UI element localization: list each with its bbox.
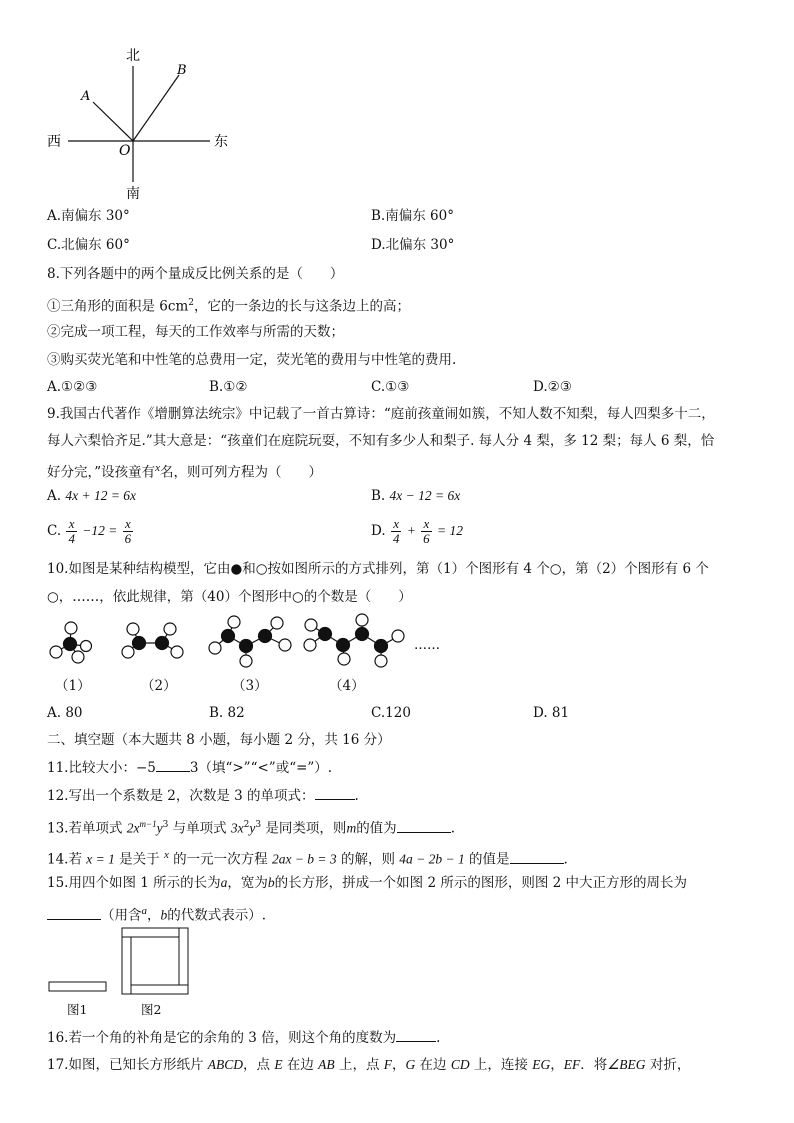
option-text: 北偏东 30°	[385, 237, 455, 253]
q14	[47, 846, 568, 869]
figure-label-1: （1）	[55, 678, 91, 694]
north-label: 北	[126, 48, 140, 64]
q10-option-b[interactable]: B. 82	[209, 705, 245, 721]
fraction-x-over-4: $\frac{x}{4}$	[68, 516, 75, 546]
q10-molecule-figures	[44, 612, 464, 672]
q9-variable: x	[155, 462, 161, 474]
q8-option-b[interactable]: B.①②	[209, 379, 248, 395]
option-letter: B.	[371, 488, 386, 504]
q15-line-2-end: 的代数式表示）.	[167, 907, 267, 924]
option-text: 南偏东 60°	[385, 208, 454, 224]
monomial-1-y-exponent: 3	[162, 820, 169, 830]
q14-text: 14.若	[47, 851, 87, 868]
option-equation-plus: +	[406, 523, 416, 538]
q12-text: 12.写出一个系数是 2，次数是 3 的单项式：	[47, 788, 315, 804]
q17-t8: ．将	[580, 1057, 608, 1073]
q16	[47, 1028, 440, 1047]
figure-label-2: （2）	[141, 678, 177, 694]
monomial-2-exponent: 2	[243, 820, 250, 830]
q10-line-2: ○，……，依此规律，第（40）个图形中○的个数是（ ）	[47, 589, 412, 605]
q17-t5: 在边	[415, 1057, 451, 1073]
figure-ellipsis: ……	[414, 638, 440, 653]
q9-line-2: 每人六梨恰齐足.”其大意是：“孩童们在庭院玩耍，不知有多少人和梨子. 每人分 4 梨，多 12 梨；每人 6 梨，恰	[47, 433, 715, 449]
q13-post: 是同类项，则	[261, 820, 347, 837]
q15-line-2-text: （用含	[101, 907, 142, 924]
east-label: 东	[214, 134, 228, 150]
q8-item-1-text: ①三角形的面积是 6cm	[47, 298, 189, 315]
south-label: 南	[126, 186, 140, 202]
q8-item-1-tail: ，它的一条边的长与这条边上的高；	[193, 298, 410, 315]
q8-option-d[interactable]: D.②③	[533, 379, 572, 395]
option-letter: A.	[47, 488, 62, 504]
q17-t6: 上，连接	[469, 1057, 533, 1073]
q12-answer-blank[interactable]	[315, 786, 355, 800]
q12	[47, 786, 359, 805]
q17-eg: EG	[532, 1057, 551, 1072]
option-letter: B.	[371, 208, 386, 224]
q13-variable: m	[346, 820, 357, 836]
monomial-1-y: y	[156, 820, 163, 836]
figure-1	[50, 622, 92, 663]
q16-text: 16.若一个角的补角是它的余角的 3 倍，则这个角的度数为	[47, 1030, 397, 1046]
fraction-x-over-4: $\frac{x}{4}$	[392, 516, 400, 546]
option-equation: 4x + 12 = 6x	[65, 488, 137, 503]
q13-end: .	[450, 820, 455, 837]
q17-t4: ，	[392, 1057, 406, 1073]
q17	[47, 1056, 690, 1074]
q15-var-a: a	[220, 875, 228, 890]
option-text: 南偏东 30°	[61, 208, 130, 224]
q11	[47, 758, 332, 777]
q14-equation-2: 2ax − b = 3	[271, 851, 337, 867]
point-b-label: B	[177, 63, 187, 78]
q17-text: 17.如图，已知长方形纸片	[47, 1057, 208, 1073]
q14-answer-blank[interactable]	[510, 850, 564, 864]
q15-text-tail: 的长方形，拼成一个如图 2 所示的图形，则图 2 中大正方形的周长为	[274, 875, 687, 891]
q8-item-1-exponent: 2	[188, 298, 194, 308]
q13-post-2: 的值为	[356, 820, 397, 837]
q8-stem: 8.下列各题中的两个量成反比例关系的是（ ）	[47, 266, 344, 282]
q10-line-1: 10.如图是某种结构模型，它由●和○按如图所示的方式排列，第（1）个图形有 4 个○，第（2）个图形有 6 个	[47, 561, 709, 577]
q8-option-a[interactable]: A.①②③	[47, 379, 98, 395]
q14-mid-1: 是关于	[114, 851, 164, 868]
q17-angle-beg: ∠BEG	[607, 1057, 646, 1072]
fraction-x-over-6: $\frac{x}{6}$	[124, 516, 132, 546]
monomial-2-y-exponent: 3	[255, 820, 262, 830]
figure-label-4: （4）	[329, 678, 365, 694]
figure-2-square	[122, 928, 188, 994]
q8-item-1	[47, 294, 410, 316]
figure-2-caption: 图2	[141, 1002, 162, 1017]
q15-sep: ，	[147, 907, 161, 924]
q17-t3: 上，点	[334, 1057, 384, 1073]
q15-line-1	[47, 874, 687, 892]
q7-option-b[interactable]	[371, 207, 454, 225]
q9-line-3-tail: 名，则可列方程为（ ）	[160, 464, 323, 481]
option-equation-end: = 12	[436, 523, 463, 538]
q11-text: 11.比较大小：−5	[47, 760, 156, 776]
figure-3	[209, 616, 291, 667]
monomial-1: 2x	[126, 820, 140, 836]
figure-2	[122, 623, 183, 658]
fraction-x-over-6: $\frac{x}{6}$	[423, 516, 430, 546]
q17-e: E	[274, 1057, 283, 1072]
q9-option-d[interactable]	[371, 514, 463, 548]
monomial-2: 3x	[230, 820, 244, 836]
q13-text: 13.若单项式	[47, 820, 127, 837]
q14-end: .	[563, 851, 568, 868]
q9-line-3	[47, 459, 322, 482]
option-letter: D.	[371, 523, 386, 539]
q9-option-a[interactable]	[47, 487, 136, 505]
q8-item-2: ②完成一项工程，每天的工作效率与所需的天数；	[47, 324, 344, 340]
q17-t9: 对折，	[645, 1057, 691, 1073]
q11-answer-blank[interactable]	[156, 758, 190, 772]
q17-t2: 在边	[282, 1057, 319, 1073]
q7-option-a[interactable]	[47, 207, 130, 225]
option-letter: A.	[47, 208, 62, 224]
q15-text-mid: ，宽为	[227, 875, 268, 891]
option-letter: D.	[371, 237, 386, 253]
monomial-2-y: y	[249, 820, 256, 836]
q14-mid-2: 的一元一次方程	[168, 851, 272, 868]
q9-line-1: 9.我国古代著作《增删算法统宗》中记载了一首古算诗：“庭前孩童闹如簇，不知人数不知梨，每人四梨多十二，	[47, 406, 715, 422]
q14-variable: x	[163, 849, 169, 861]
q17-ab: AB	[318, 1057, 335, 1072]
q9-option-b[interactable]	[371, 487, 460, 505]
figure-label-3: （3）	[232, 678, 268, 694]
q9-line-3-text: 好分完，”设孩童有	[47, 464, 156, 481]
option-equation-mid: −12 =	[82, 523, 118, 538]
q9-option-c[interactable]	[47, 514, 134, 548]
origin-label: O	[119, 143, 131, 159]
q15-var-a-2: a	[141, 905, 147, 917]
option-equation: 4x − 12 = 6x	[389, 488, 461, 503]
ray-oa	[93, 102, 133, 141]
q13	[47, 815, 455, 838]
ray-ob	[133, 75, 179, 141]
option-letter: C.	[47, 237, 62, 253]
q11-tail: 3（填“>”“<”或“=”）.	[189, 760, 333, 776]
q16-answer-blank[interactable]	[396, 1028, 436, 1042]
q15-text: 15.用四个如图 1 所示的长为	[47, 875, 221, 891]
q7-option-c[interactable]	[47, 236, 130, 254]
q15-var-b: b	[267, 875, 275, 890]
point-a-label: A	[81, 89, 91, 104]
option-text: 北偏东 60°	[61, 237, 130, 253]
q17-cd: CD	[450, 1057, 470, 1072]
q14-expression: 4a − 2b − 1	[399, 851, 465, 867]
q14-mid-3: 的解，则	[336, 851, 400, 868]
q17-abcd: ABCD	[207, 1057, 244, 1072]
q13-answer-blank[interactable]	[397, 819, 451, 833]
q8-item-3: ③购买荧光笔和中性笔的总费用一定，荧光笔的费用与中性笔的费用.	[47, 352, 457, 368]
monomial-1-exponent: m−1	[139, 819, 157, 829]
q17-t7: ，	[550, 1057, 564, 1073]
q17-g: G	[405, 1057, 416, 1072]
q7-option-d[interactable]	[371, 236, 454, 254]
figure-4	[304, 614, 404, 667]
q15-answer-blank[interactable]	[47, 906, 101, 920]
q10-option-c[interactable]: C.120	[371, 705, 411, 721]
q10-option-a[interactable]: A. 80	[47, 705, 83, 721]
section-heading-fill-in: 二、填空题（本大题共 8 小题，每小题 2 分，共 16 分）	[47, 732, 391, 748]
compass-diagram	[40, 40, 250, 205]
q14-equation-1: x = 1	[86, 851, 115, 867]
q17-ef: EF	[563, 1057, 581, 1072]
q16-end: .	[436, 1030, 441, 1046]
figure-1-caption: 图1	[67, 1002, 88, 1017]
q17-f: F	[383, 1057, 392, 1072]
figure-1-rectangle	[49, 982, 106, 991]
q13-mid: 与单项式	[168, 820, 231, 837]
west-label: 西	[47, 134, 61, 150]
q14-post: 的值是	[464, 851, 510, 868]
option-letter: C.	[47, 523, 62, 539]
q12-tail: .	[354, 788, 359, 804]
q15-var-b-2: b	[160, 907, 168, 923]
q8-option-c[interactable]: C.①③	[371, 379, 410, 395]
q10-option-d[interactable]: D. 81	[533, 705, 570, 721]
q17-t1: ，点	[243, 1057, 275, 1073]
